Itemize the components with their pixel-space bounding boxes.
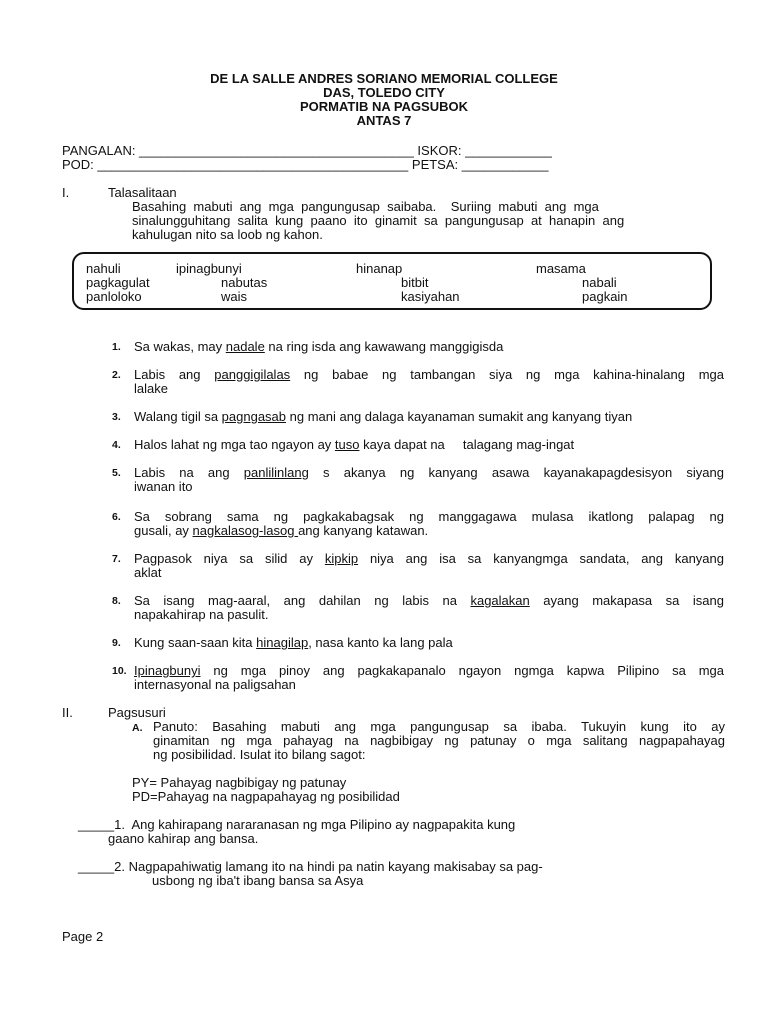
school-name: DE LA SALLE ANDRES SORIANO MEMORIAL COLLEGE <box>210 71 558 86</box>
underlined-word: panggigilalas <box>214 367 291 382</box>
question-1-line1: _____1. Ang kahirapang nararanasan ng mga Pilipino ay nagpapakita kung <box>78 817 516 832</box>
document-header <box>0 72 768 128</box>
underlined-word: tuso <box>334 437 360 452</box>
list-item: Kung saan-saan kita hinagilap, nasa kanto ka lang pala <box>134 635 453 650</box>
underlined-word: kagalakan <box>470 593 530 608</box>
item-number: 8. <box>112 595 121 607</box>
word-choice: masama <box>536 261 586 276</box>
question-2-line2: usbong ng iba't ibang bansa sa Asya <box>152 873 364 888</box>
test-title: PORMATIB NA PAGSUBOK <box>299 99 469 114</box>
word-choice: ipinagbunyi <box>176 261 242 276</box>
page-number: Page 2 <box>62 929 104 944</box>
word-choice: nabali <box>582 275 617 290</box>
legend-pd: PD=Pahayag na nagpapahayag ng posibilidad <box>132 789 400 804</box>
word-choice: pagkain <box>582 289 628 304</box>
part1-roman: I. <box>62 185 70 200</box>
part1-instruction-line2: sinalungguhitang salita kung paano ito ginamit sa pangungusap at hanapin ang <box>132 213 625 228</box>
word-choice: hinanap <box>356 261 403 276</box>
part2-roman: II. <box>62 705 73 720</box>
list-item: Labis ang panggigilalas ng babae ng tambangan siya ng mga kahina-hinalang mga lalake <box>134 367 725 396</box>
word-choice: nabutas <box>221 275 268 290</box>
word-choice: bitbit <box>401 275 429 290</box>
list-item: Sa wakas, may nadale na ring isda ang kawawang manggigisda <box>134 339 504 354</box>
underlined-word: panlilinlang <box>243 465 309 480</box>
word-choice: pagkagulat <box>86 275 150 290</box>
underlined-word: pagngasab <box>221 409 287 424</box>
list-item: Ipinagbunyi ng mga pinoy ang pagkakapanalo ngayon ngmga kapwa Pilipino sa mga internasyonal na paligsahan <box>134 663 724 692</box>
item-number: 6. <box>112 511 121 523</box>
underlined-word: kipkip <box>324 551 359 566</box>
list-item: Labis na ang panlilinlang s akanya ng kanyang asawa kayanakapagdesisyon siyang iwanan ito <box>134 465 724 494</box>
list-item: Walang tigil sa pagngasab ng mani ang dalaga kayanaman sumakit ang kanyang tiyan <box>134 409 633 424</box>
part1-instruction-line3: kahulugan nito sa loob ng kahon. <box>132 227 323 242</box>
school-location: DAS, TOLEDO CITY <box>323 85 445 100</box>
name-score-field: PANGALAN: ______________________________________ ISKOR: ____________ <box>62 143 552 158</box>
item-number: 5. <box>112 467 121 479</box>
list-item: Pagpasok niya sa silid ay kipkip niya ang isa sa kanyangmga sandata, ang kanyang aklat <box>134 551 724 580</box>
part2-instructions: Panuto: Basahing mabuti ang mga pangungusap sa ibaba. Tukuyin kung ito ay ginamitan ng mga pahayag na nagbibigay ng patunay o mga salitang nagpapahayag ng posibilidad. Isulat ito bilang sagot: <box>153 719 725 762</box>
question-2-line1: _____2. Nagpapahiwatig lamang ito na hindi pa natin kayang makisabay sa pag- <box>78 859 543 874</box>
list-item: Sa isang mag-aaral, ang dahilan ng labis na kagalakan ayang makapasa sa isang napakahirap na pasulit. <box>134 593 724 622</box>
word-choice: wais <box>221 289 248 304</box>
item-number: 2. <box>112 369 121 381</box>
word-choice: panloloko <box>86 289 142 304</box>
word-choice: nahuli <box>86 261 121 276</box>
word-choice: kasiyahan <box>401 289 460 304</box>
item-number: 7. <box>112 553 121 565</box>
part1-title: Talasalitaan <box>108 185 177 200</box>
item-number: 3. <box>112 411 121 423</box>
item-number: 9. <box>112 637 121 649</box>
part2-letter: A. <box>132 722 143 734</box>
underlined-word: nadale <box>225 339 265 354</box>
grade-level: ANTAS 7 <box>356 113 412 128</box>
underlined-word: nagkalasog-lasog <box>192 523 299 538</box>
item-number: 1. <box>112 341 121 353</box>
part1-instruction-line1: Basahing mabuti ang mga pangungusap saibaba. Suriing mabuti ang mga <box>132 199 599 214</box>
underlined-word: hinagilap <box>256 635 309 650</box>
pod-date-field: POD: ___________________________________________ PETSA: ____________ <box>62 157 549 172</box>
item-number: 4. <box>112 439 121 451</box>
question-1-line2: gaano kahirap ang bansa. <box>108 831 259 846</box>
item-number: 10. <box>112 665 127 677</box>
list-item: Sa sobrang sama ng pagkakabagsak ng manggagawa mulasa ikatlong palapag ng gusali, ay nagkalasog-lasog ang kanyang katawan. <box>134 509 724 538</box>
underlined-word: Ipinagbunyi <box>134 663 201 678</box>
part2-title: Pagsusuri <box>108 705 166 720</box>
list-item: Halos lahat ng mga tao ngayon ay tuso kaya dapat na talagang mag-ingat <box>134 437 575 452</box>
legend-py: PY= Pahayag nagbibigay ng patunay <box>132 775 347 790</box>
